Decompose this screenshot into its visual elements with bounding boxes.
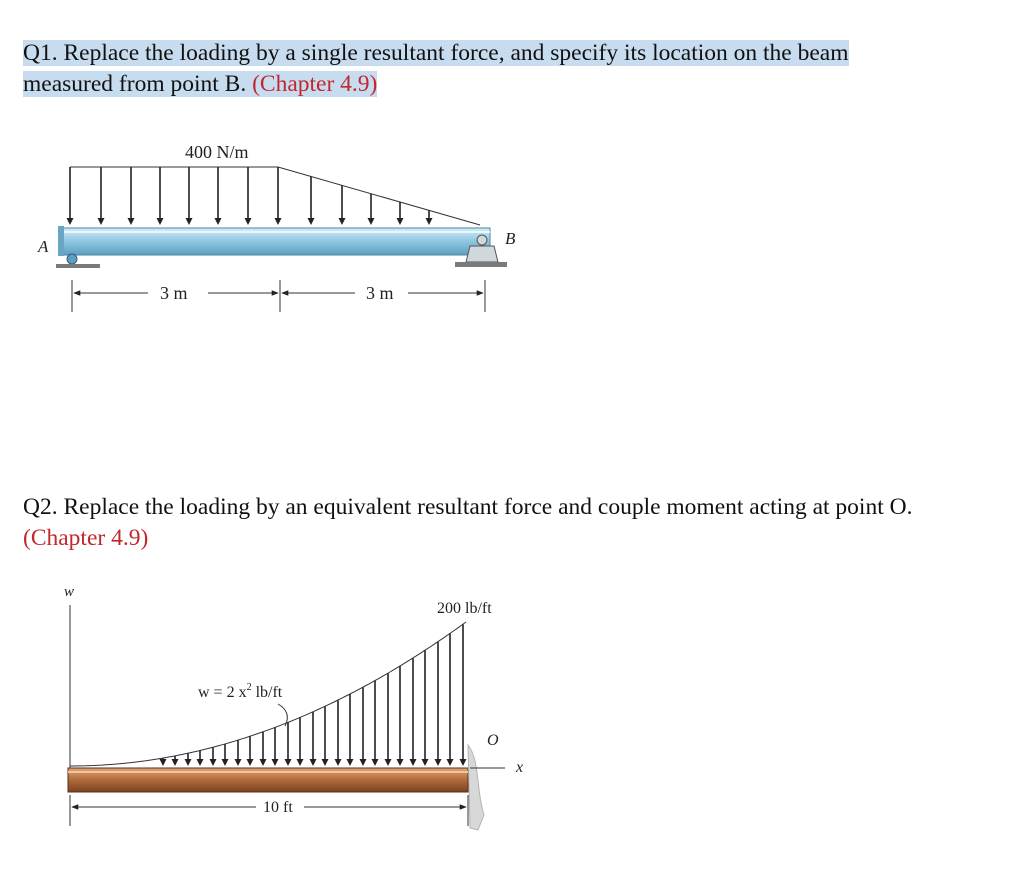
q2-equation: w = 2 $x^2$ lb/ft: [198, 682, 283, 701]
q2-w-axis: w: [64, 584, 75, 600]
load-arrow-head: [197, 759, 204, 766]
load-arrow-head: [272, 759, 279, 766]
load-arrow-head: [360, 759, 367, 766]
q2-dim: 10 ft: [263, 799, 293, 816]
q2-equation-leader: [278, 704, 287, 726]
load-arrow-head: [410, 759, 417, 766]
load-arrow-head: [372, 759, 379, 766]
q1-line1: Q1. Replace the loading by a single resultant force, and specify its location on the beam: [23, 40, 849, 66]
load-arrow-head: [397, 759, 404, 766]
load-arrow-head: [172, 759, 179, 766]
q1-load-label: 400 N/m: [185, 142, 249, 162]
q2-line1: Q2. Replace the loading by an equivalent resultant force and couple moment acting at point O.: [23, 494, 913, 520]
load-arrow-head: [385, 759, 392, 766]
q1-point-a: A: [38, 237, 49, 256]
load-arrow-head: [160, 759, 167, 766]
load-arrow-head: [322, 759, 329, 766]
load-arrow-head: [285, 759, 292, 766]
q1-point-b: B: [505, 229, 516, 248]
q1-line2: measured from point B.: [23, 71, 247, 97]
load-arrow-head: [460, 759, 467, 766]
q2-chapter: (Chapter 4.9): [23, 525, 149, 551]
load-arrow-head: [347, 759, 354, 766]
q2-point-o: O: [487, 732, 499, 749]
load-arrow-head: [422, 759, 429, 766]
load-arrow-head: [260, 759, 267, 766]
load-arrow-head: [297, 759, 304, 766]
q2-x-axis: x: [516, 759, 524, 776]
load-arrow-head: [235, 759, 242, 766]
q1-chapter: (Chapter 4.9): [252, 71, 378, 97]
load-arrow-head: [335, 759, 342, 766]
load-arrow-head: [447, 759, 454, 766]
q1-dim-right: 3 m: [366, 283, 394, 303]
load-arrow-head: [247, 759, 254, 766]
load-arrow-head: [210, 759, 217, 766]
load-arrow-head: [310, 759, 317, 766]
load-arrow-head: [222, 759, 229, 766]
q2-max-load: 200 lb/ft: [437, 600, 492, 617]
load-arrow-head: [185, 759, 192, 766]
q1-dim-left: 3 m: [160, 283, 188, 303]
load-arrow-head: [435, 759, 442, 766]
q2-fixed-wall: [468, 745, 484, 830]
